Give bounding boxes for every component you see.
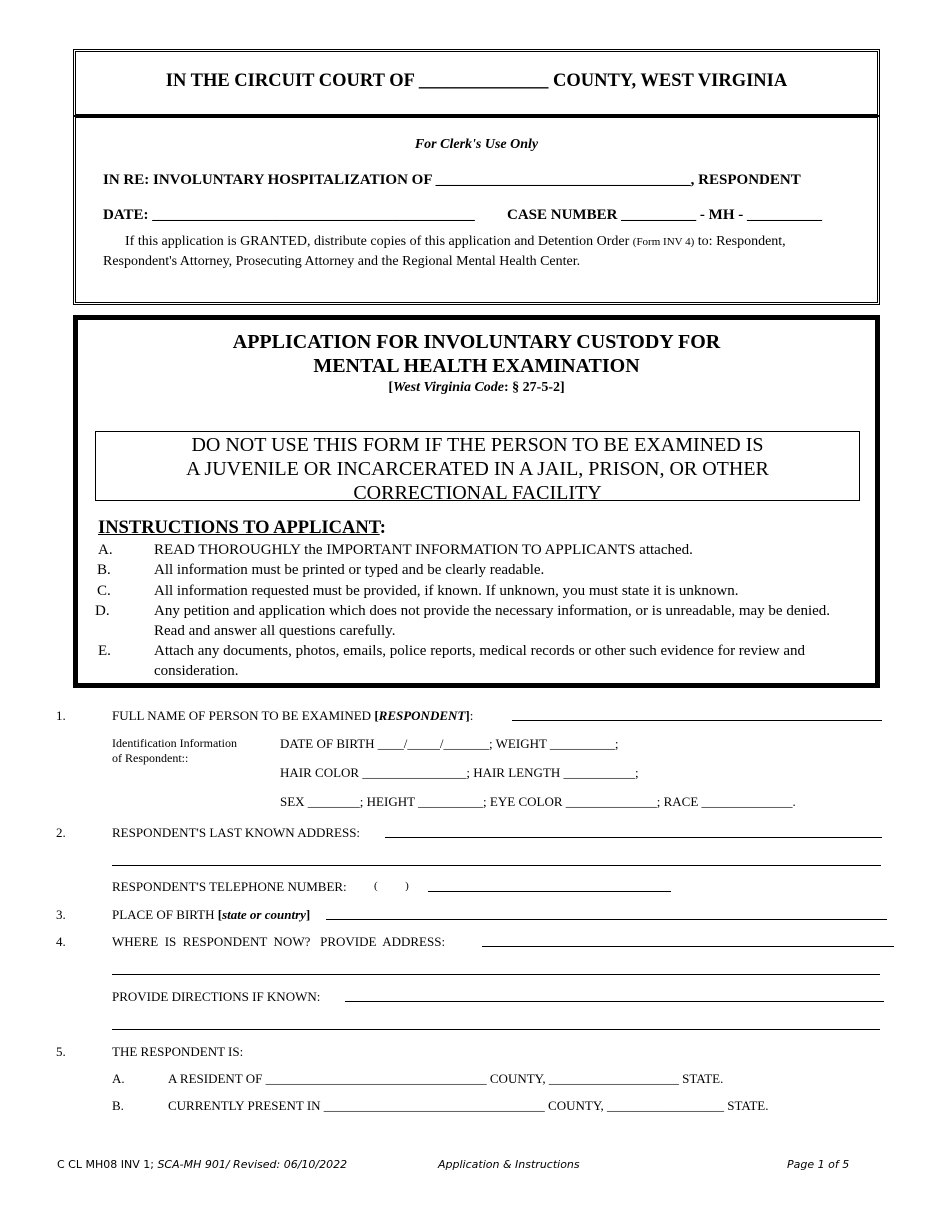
id-info-label-1: Identification Information bbox=[112, 736, 237, 750]
respondent-name-field[interactable] bbox=[512, 720, 882, 721]
page-number: Page 1 of 5 bbox=[787, 1158, 850, 1171]
q1-colon: : bbox=[469, 708, 474, 723]
instruction-text: All information requested must be provided, if known. If unknown, you must state it is unknown. bbox=[154, 583, 739, 599]
phone-area-code[interactable]: ( ) bbox=[374, 880, 409, 892]
q3-bracket-open: [ bbox=[217, 907, 223, 922]
application-title-1: APPLICATION FOR INVOLUNTARY CUSTODY FOR bbox=[232, 331, 721, 353]
q2-number: 2. bbox=[56, 825, 66, 840]
q1-label bbox=[112, 708, 473, 724]
id-row-dob-weight[interactable]: DATE OF BIRTH ____/_____/_______; WEIGHT __________; bbox=[280, 736, 619, 751]
directions-field-1[interactable] bbox=[345, 1001, 884, 1002]
q1-bracket-open: [ bbox=[374, 708, 379, 723]
footer-center: Application & Instructions bbox=[438, 1158, 580, 1171]
court-title: IN THE CIRCUIT COURT OF ______________ COUNTY, WEST VIRGINIA bbox=[165, 71, 788, 91]
q3-bracket-word: state or country bbox=[222, 907, 306, 922]
instruction-letter: B. bbox=[97, 562, 111, 578]
id-row-sex-height-eye-race[interactable]: SEX ________; HEIGHT __________; EYE COLOR ______________; RACE ______________. bbox=[280, 794, 796, 809]
form-code bbox=[57, 1158, 347, 1171]
q5a-letter: A. bbox=[112, 1071, 125, 1086]
distribution-text-1: If this application is GRANTED, distribute copies of this application and Detention Order bbox=[125, 234, 633, 249]
instruction-text: READ THOROUGHLY the IMPORTANT INFORMATION TO APPLICANTS attached. bbox=[154, 542, 693, 558]
instruction-letter: A. bbox=[98, 542, 113, 558]
current-address-field-2[interactable] bbox=[112, 974, 880, 975]
date-line: DATE: ___________________________________________ bbox=[103, 207, 475, 223]
id-info-label bbox=[112, 736, 237, 766]
instructions-heading bbox=[98, 518, 386, 539]
code-name: West Virginia Code bbox=[393, 380, 504, 395]
address-field-2[interactable] bbox=[112, 865, 881, 866]
directions-field-2[interactable] bbox=[112, 1029, 880, 1030]
distribution-form-ref: (Form INV 4) bbox=[632, 236, 695, 248]
instruction-letter: D. bbox=[95, 603, 110, 619]
q3-label-text: PLACE OF BIRTH bbox=[112, 907, 218, 922]
application-title-2: MENTAL HEALTH EXAMINATION bbox=[313, 355, 640, 377]
clerk-use-label: For Clerk's Use Only bbox=[414, 137, 539, 152]
q4-number: 4. bbox=[56, 934, 66, 949]
warning-notice-box bbox=[95, 431, 860, 504]
code-citation bbox=[73, 380, 880, 396]
instruction-text-cont: Read and answer all questions carefully. bbox=[154, 623, 396, 639]
q1-number: 1. bbox=[56, 708, 66, 723]
q1-label-text: FULL NAME OF PERSON TO BE EXAMINED bbox=[112, 708, 375, 723]
q5b-letter: B. bbox=[112, 1098, 124, 1113]
q3-label bbox=[112, 907, 310, 923]
case-number-line: CASE NUMBER __________ - MH - __________ bbox=[507, 207, 822, 223]
code-rest: : § 27-5-2] bbox=[504, 380, 565, 395]
instruction-letter: E. bbox=[98, 643, 111, 659]
form-code-italic: SCA-MH 901/ Revised: 06/10/2022 bbox=[157, 1158, 348, 1171]
instructions-heading-text: INSTRUCTIONS TO APPLICANT bbox=[98, 518, 380, 538]
q1-bracket-word: RESPONDENT bbox=[378, 708, 466, 723]
instruction-letter: C. bbox=[97, 583, 111, 599]
q5a-resident-of[interactable]: A RESIDENT OF __________________________________ COUNTY, ____________________ STATE. bbox=[168, 1071, 724, 1086]
id-row-hair[interactable]: HAIR COLOR ________________; HAIR LENGTH ___________; bbox=[280, 765, 639, 780]
distribution-text bbox=[103, 232, 863, 272]
phone-number-field[interactable] bbox=[428, 891, 671, 892]
q3-number: 3. bbox=[56, 907, 66, 922]
directions-label: PROVIDE DIRECTIONS IF KNOWN: bbox=[112, 989, 321, 1004]
in-re-line: IN RE: INVOLUNTARY HOSPITALIZATION OF __________________________________, RESPONDENT bbox=[103, 172, 801, 188]
instructions-heading-colon: : bbox=[379, 518, 386, 538]
q4-label: WHERE IS RESPONDENT NOW? PROVIDE ADDRESS: bbox=[112, 934, 446, 949]
q5-label: THE RESPONDENT IS: bbox=[112, 1044, 244, 1059]
q5-number: 5. bbox=[56, 1044, 66, 1059]
q3-bracket-close: ] bbox=[305, 907, 311, 922]
instruction-text: Any petition and application which does not provide the necessary information, or is unreadable, may be denied. bbox=[154, 603, 831, 619]
instruction-text: Attach any documents, photos, emails, police reports, medical records or other such evidence for review and bbox=[154, 643, 806, 659]
notice-line-2: A JUVENILE OR INCARCERATED IN A JAIL, PRISON, OR OTHER bbox=[186, 458, 769, 480]
place-of-birth-field[interactable] bbox=[326, 919, 887, 920]
notice-line-1: DO NOT USE THIS FORM IF THE PERSON TO BE EXAMINED IS bbox=[191, 434, 764, 456]
instruction-text: All information must be printed or typed and be clearly readable. bbox=[154, 562, 545, 578]
q5b-currently-present[interactable]: CURRENTLY PRESENT IN __________________________________ COUNTY, __________________ STATE. bbox=[168, 1098, 769, 1113]
q2-label: RESPONDENT'S LAST KNOWN ADDRESS: bbox=[112, 825, 361, 840]
distribution-text-2: to: Respondent, Respondent's Attorney, Prosecuting Attorney and the Regional Mental Health Center. bbox=[103, 234, 786, 269]
address-field-1[interactable] bbox=[385, 837, 882, 838]
current-address-field-1[interactable] bbox=[482, 946, 894, 947]
instruction-text-cont: consideration. bbox=[154, 663, 239, 679]
code-open: [ bbox=[388, 380, 394, 395]
notice-line-3: CORRECTIONAL FACILITY bbox=[353, 482, 602, 504]
q1-bracket-close: ] bbox=[465, 708, 470, 723]
phone-label: RESPONDENT'S TELEPHONE NUMBER: bbox=[112, 879, 347, 894]
id-info-label-2: of Respondent:: bbox=[112, 751, 189, 765]
form-code-plain: C CL MH08 INV 1; bbox=[57, 1158, 158, 1171]
